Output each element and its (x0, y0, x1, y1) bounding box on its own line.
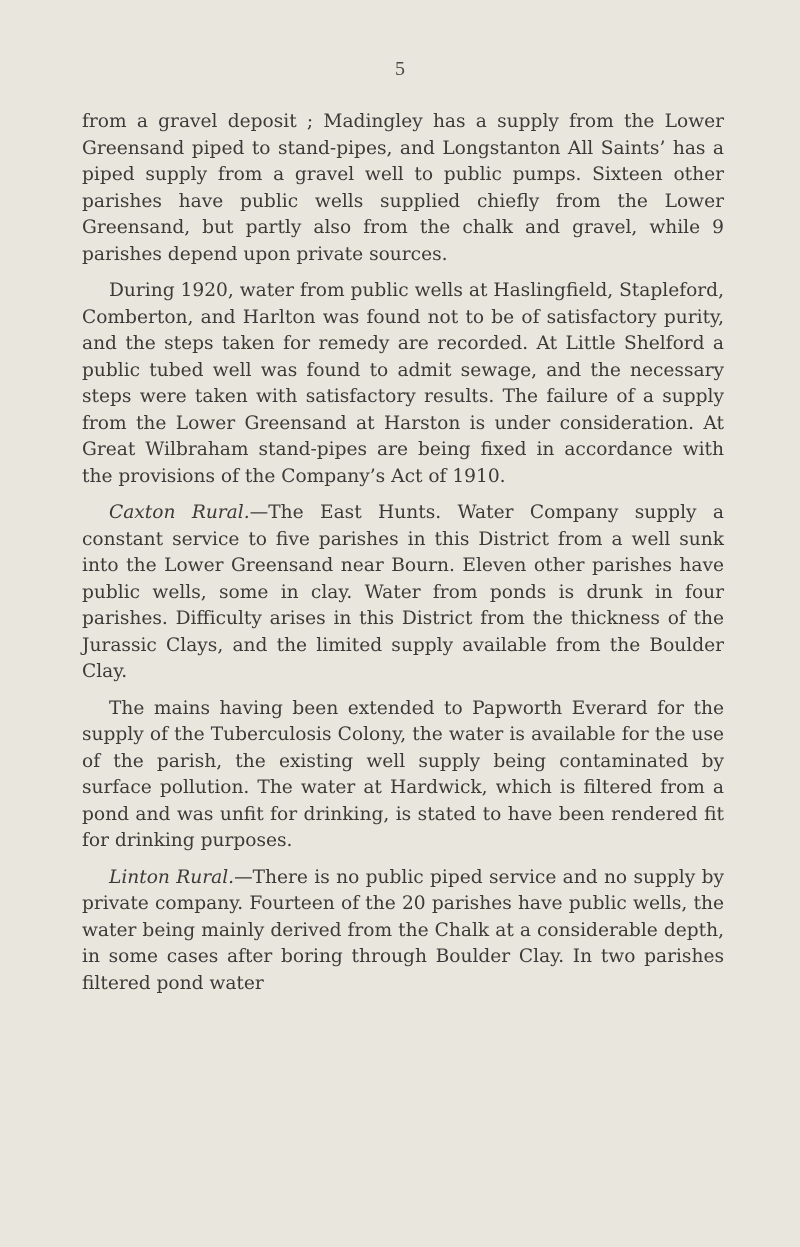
paragraph-3 (82, 500, 724, 686)
paragraph-1-text: from a gravel deposit ; Madingley has a supply from the Lower Greensand piped to stand-pipes, and Longstanton All Saints’ has a piped supply from a gravel well to public pumps. Sixteen other parishes have public wells supplied chiefly from the Lower Greensand, but partly also from the chalk and gravel, while 9 parishes depend upon private sources. (82, 111, 724, 265)
paragraph-5 (82, 865, 724, 998)
paragraph-4-text: The mains having been extended to Papworth Everard for the supply of the Tuberculosis Colony, the water is available for the use of the parish, the existing well supply being contaminated by surface pollution. The water at Hardwick, which is filtered from a pond and was unfit for drinking, is stated to have been rendered fit for drinking purposes. (82, 697, 724, 851)
paragraph-5-lead: Linton Rural. (109, 866, 235, 888)
paragraph-2-text: During 1920, water from public wells at Haslingfield, Stapleford, Comberton, and Harlton was found not to be of satisfactory purity, and the steps taken for remedy are recorded. At Little Shelford a public tubed well was found to admit sewage, and the necessary steps were taken with satisfactory results. The failure of a supply from the Lower Greensand at Harston is under consideration. At Great Wilbraham stand-pipes are being fixed in accordance with the provisions of the Company’s Act of 1910. (82, 280, 724, 487)
paragraph-1 (82, 109, 724, 268)
paragraph-2 (82, 278, 724, 490)
paragraph-3-lead: Caxton Rural. (109, 502, 250, 523)
paragraph-4 (82, 696, 724, 855)
paragraph-3-text: —The East Hunts. Water Company supply a constant service to five parishes in this District from a well sunk into the Lower Greensand near Bourn. Eleven other parishes have public wells, some in clay. Water from ponds is drunk in four parishes. Difficulty arises in this District from the thickness of the Jurassic Clays, and the limited supply available from the Boulder Clay. (82, 502, 725, 682)
page-number: 5 (395, 58, 405, 80)
body-text (82, 109, 724, 1007)
paragraph-5-text: —There is no public piped service and no supply by private company. Fourteen of the 20 parishes have public wells, the water being mainly derived from the Chalk at a considerable depth, in some cases after boring through Boulder Clay. In two parishes filtered pond water (82, 866, 724, 994)
